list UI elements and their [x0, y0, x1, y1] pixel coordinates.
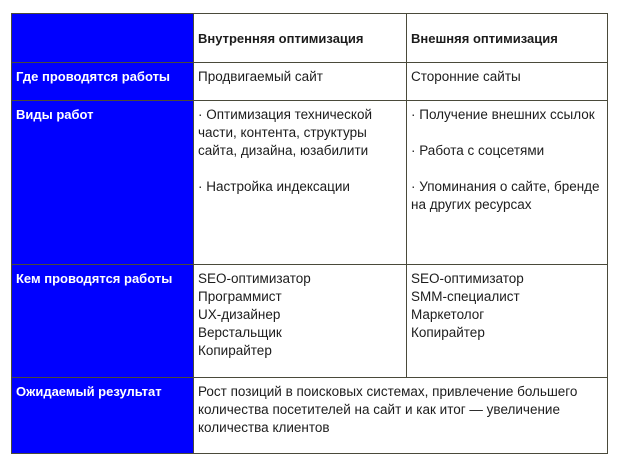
cell-result-combined: Рост позиций в поисковых системах, привлечение большего количества посетителей на сайт и как итог — увеличение количества клиентов [194, 378, 608, 454]
table-row-result [12, 378, 608, 454]
list-item: Копирайтер [411, 325, 485, 340]
list-item: · Работа с соцсетями [411, 142, 603, 160]
list-item: SEO-оптимизатор [198, 271, 311, 286]
seo-comparison-table [11, 13, 608, 454]
corner-cell [12, 14, 194, 63]
list-item: SMM-специалист [411, 289, 520, 304]
cell-work-types-external [407, 101, 608, 265]
column-header-internal: Внутренняя оптимизация [194, 14, 407, 63]
cell-where-internal: Продвигаемый сайт [194, 63, 407, 101]
list-item: Верстальщик [198, 325, 282, 340]
list-item: Маркетолог [411, 307, 485, 322]
list-item: Программист [198, 289, 282, 304]
comparison-table-container [11, 13, 608, 454]
cell-work-types-internal [194, 101, 407, 265]
row-header-work-types: Виды работ [12, 101, 194, 265]
row-header-where: Где проводятся работы [12, 63, 194, 101]
list-item: · Получение внешних ссылок [411, 106, 603, 124]
table-header-row [12, 14, 608, 63]
list-item: · Настройка индексации [198, 178, 402, 196]
table-row-where [12, 63, 608, 101]
list-item: UX-дизайнер [198, 307, 281, 322]
table-row-work-types [12, 101, 608, 265]
list-item: · Оптимизация технической части, контента, структуры сайта, дизайна, юзабилити [198, 106, 402, 160]
column-header-external: Внешняя оптимизация [407, 14, 608, 63]
row-header-result: Ожидаемый результат [12, 378, 194, 454]
table-row-who [12, 265, 608, 378]
row-header-who: Кем проводятся работы [12, 265, 194, 378]
cell-who-external [407, 265, 608, 378]
cell-where-external: Сторонние сайты [407, 63, 608, 101]
cell-who-internal [194, 265, 407, 378]
list-item: Копирайтер [198, 343, 272, 358]
list-item: SEO-оптимизатор [411, 271, 524, 286]
list-item: · Упоминания о сайте, бренде на других ресурсах [411, 178, 603, 214]
